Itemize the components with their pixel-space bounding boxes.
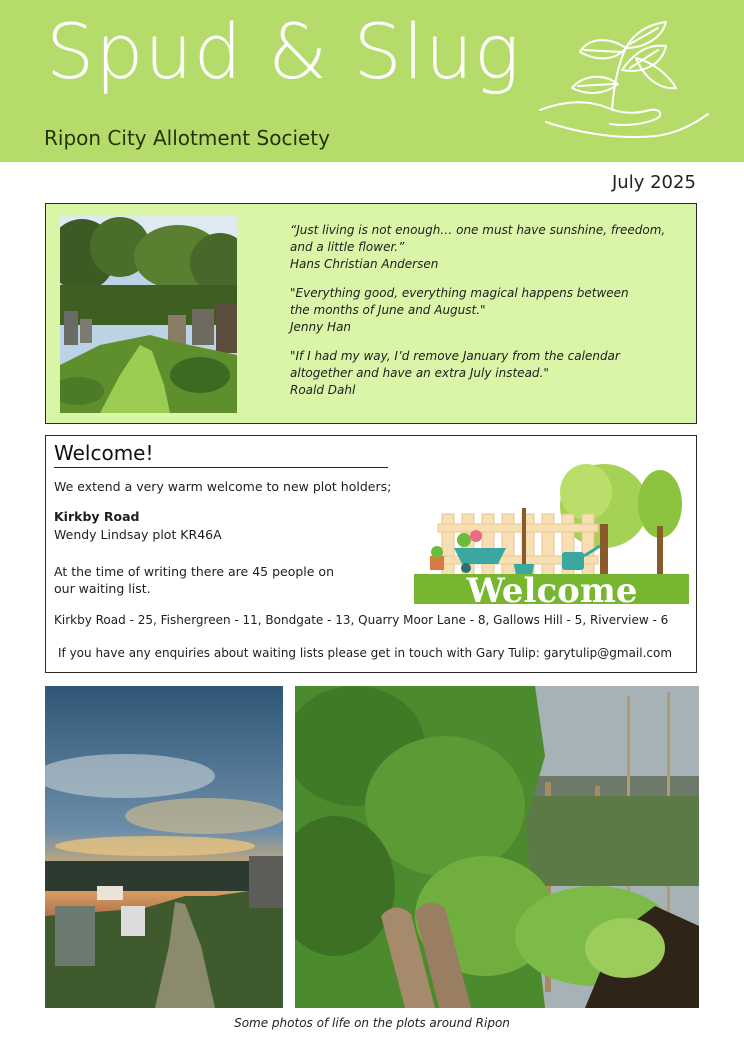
quote-line: "Everything good, everything magical happens between [290, 286, 629, 300]
quote-line: and a little flower.” [290, 240, 405, 254]
quote-1 [290, 222, 685, 273]
welcome-heading: Welcome! [54, 441, 388, 468]
waiting-list-text: our waiting list. [54, 581, 151, 596]
sunset-path-photo [45, 686, 283, 1008]
welcome-panel [45, 435, 697, 673]
masthead [0, 0, 744, 162]
newsletter-title: Spud & Slug [46, 7, 521, 96]
quote-author: Roald Dahl [290, 383, 356, 397]
welcome-garden-graphic [414, 444, 689, 604]
quote-author: Jenny Han [290, 320, 352, 334]
quote-line: “Just living is not enough… one must have sunshine, freedom, [290, 223, 666, 237]
quote-line: altogether and have an extra July instead." [290, 366, 549, 380]
quote-line: the months of June and August." [290, 303, 486, 317]
new-plot-holder: Wendy Lindsay plot KR46A [54, 527, 222, 542]
hand-holding-plant-icon [526, 14, 716, 154]
quotes-list [290, 222, 685, 411]
site-name: Kirkby Road [54, 509, 140, 524]
waiting-list-contact: If you have any enquiries about waiting lists please get in touch with Gary Tulip: garytulip@gmail.com [58, 646, 673, 660]
quote-3 [290, 348, 685, 399]
quote-line: "If I had my way, I’d remove January from the calendar [290, 349, 620, 363]
allotment-path-photo [60, 215, 237, 413]
quotes-panel [45, 203, 697, 424]
waiting-list-text: At the time of writing there are 45 people on [54, 564, 334, 579]
newsletter-subtitle: Ripon City Allotment Society [44, 126, 330, 150]
quote-2 [290, 285, 685, 336]
quote-author: Hans Christian Andersen [290, 257, 439, 271]
welcome-graphic-text: Welcome [466, 571, 638, 604]
beans-and-chard-photo [295, 686, 699, 1008]
issue-date: July 2025 [612, 172, 696, 193]
photos-caption: Some photos of life on the plots around Ripon [234, 1016, 510, 1030]
welcome-intro: We extend a very warm welcome to new plot holders; [54, 479, 392, 494]
waiting-list-breakdown: Kirkby Road - 25, Fishergreen - 11, Bondgate - 13, Quarry Moor Lane - 8, Gallows Hill - 5, Riverview - 6 [54, 613, 669, 627]
